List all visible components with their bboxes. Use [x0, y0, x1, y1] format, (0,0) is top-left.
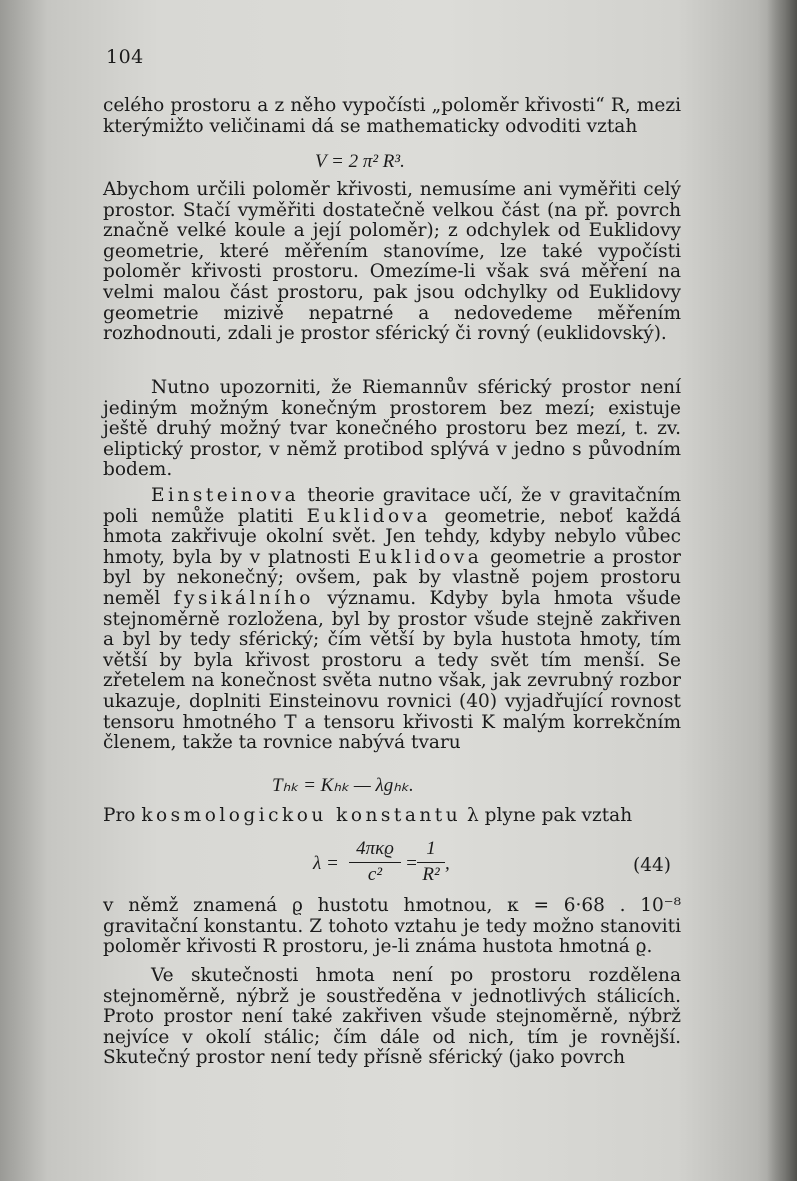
- paragraph-4-text: [103, 486, 681, 754]
- formula-lambda-lhs: λ =: [313, 853, 339, 874]
- fraction-1-bar: [349, 862, 401, 863]
- paragraph-1-text: celého prostoru a z něho vypočísti „poloměr křivosti“ R, mezi kterýmižto veličinami dá se mathematicky odvoditi vztah: [103, 95, 681, 137]
- paragraph-5-rest: λ plyne pak vztah: [461, 805, 633, 826]
- formula-volume: V = 2 π² R³.: [315, 151, 405, 172]
- paragraph-3: [103, 378, 681, 481]
- formula-comma: ,: [445, 853, 450, 874]
- paragraph-5-text: [103, 806, 681, 827]
- paragraph-4-part-a: theorie gravitace učí, že v gravitačním poli nemůže platiti: [103, 485, 681, 527]
- paragraph-7: [103, 966, 681, 1069]
- formula-field-equation: Tₕₖ = Kₕₖ — λgₕₖ.: [272, 775, 414, 796]
- fraction-2-bar: [417, 862, 445, 863]
- paragraph-2: [103, 180, 681, 345]
- page-number: 104: [106, 46, 144, 68]
- paragraph-4: [103, 486, 681, 754]
- paragraph-6: [103, 896, 681, 958]
- paragraph-6-text: v němž znamená ϱ hustotu hmotnou, κ = 6·68 . 10⁻⁸ gravitační konstantu. Z tohoto vztahu je tedy možno stanoviti poloměr křivosti R prostoru, je-li známa hustota hmotná ϱ.: [103, 895, 681, 958]
- fraction-1-denominator: c²: [367, 864, 383, 885]
- paragraph-5: [103, 806, 681, 827]
- emphasis-einsteinova: Einsteinova: [151, 485, 300, 506]
- paragraph-4-part-b: geometrie, neboť každá hmota zakřivuje okolní svět. Jen tehdy, kdyby nebylo vůbec hmoty, byla by v platnosti: [103, 505, 681, 568]
- paragraph-4-part-c: geometrie a prostor byl by nekonečný; ovšem, pak by vlastně pojem prostoru neměl: [103, 546, 682, 609]
- paragraph-2-text: Abychom určili poloměr křivosti, nemusíme ani vyměřiti celý prostor. Stačí vyměřiti dostatečně velkou část (na př. povrch značně velké koule a její poloměr); z odchylek od Euklidovy geometrie, které měřením stanovíme, lze také vypočísti poloměr křivosti prostoru. Omezíme-li však svá měření na velmi malou část prostoru, pak jsou odchylky od Euklidovy geometrie mizivě nepatrné a nedovedeme měřením rozhodnouti, zdali je prostor sférický či rovný (euklidovský).: [103, 179, 681, 345]
- paragraph-5-lead: Pro: [103, 805, 142, 826]
- emphasis-fysikalniho: fysikálního: [173, 587, 314, 609]
- emphasis-euklidova-1: Euklidova: [306, 505, 432, 527]
- fraction-2-denominator: R²: [422, 864, 440, 885]
- fraction-2-numerator: 1: [426, 838, 436, 859]
- paragraph-4-part-d: významu. Kdyby byla hmota všude stejnoměrně rozložena, byl by prostor všude stejně zakřiven a byl by tedy sférický; čím větší by byla hustota hmoty, tím větší by byla křivost prostoru a tedy svět tím menší. Se zřetelem na konečnost světa nutno však, jak zevrubný rozbor ukazuje, doplniti Einsteinovu rovnici (40) vyjadřující rovnost tensoru hmotného T a tensoru křivosti K malým korrekčním členem, takže ta rovnice nabývá tvaru: [103, 587, 681, 754]
- paragraph-3-text: Nutno upozorniti, že Riemannův sférický prostor není jediným možným konečným prostorem bez mezí; existuje ještě druhý možný tvar konečného prostoru bez mezí, t. zv. eliptický prostor, v němž protibod splývá v jedno s původním bodem.: [103, 377, 681, 481]
- emphasis-kosmologickou-konstantu: kosmologickou konstantu: [141, 805, 462, 826]
- fraction-1-numerator: 4πκϱ: [356, 838, 394, 859]
- paragraph-7-text: Ve skutečnosti hmota není po prostoru rozdělena stejnoměrně, nýbrž je soustředěna v jednotlivých stálicích. Proto prostor není také zakřiven všude stejnoměrně, nýbrž nejvíce v okolí stálic; čím dále od nich, tím je rovnější. Skutečný prostor není tedy přísně sférický (jako povrch: [103, 965, 681, 1069]
- formula-equals: =: [405, 853, 418, 874]
- page-edge-shadow: [767, 0, 797, 1181]
- paragraph-1: [103, 96, 681, 137]
- equation-number: (44): [633, 855, 671, 876]
- formula-cosmological-constant: [313, 838, 613, 888]
- emphasis-euklidova-2: Euklidova: [357, 546, 483, 568]
